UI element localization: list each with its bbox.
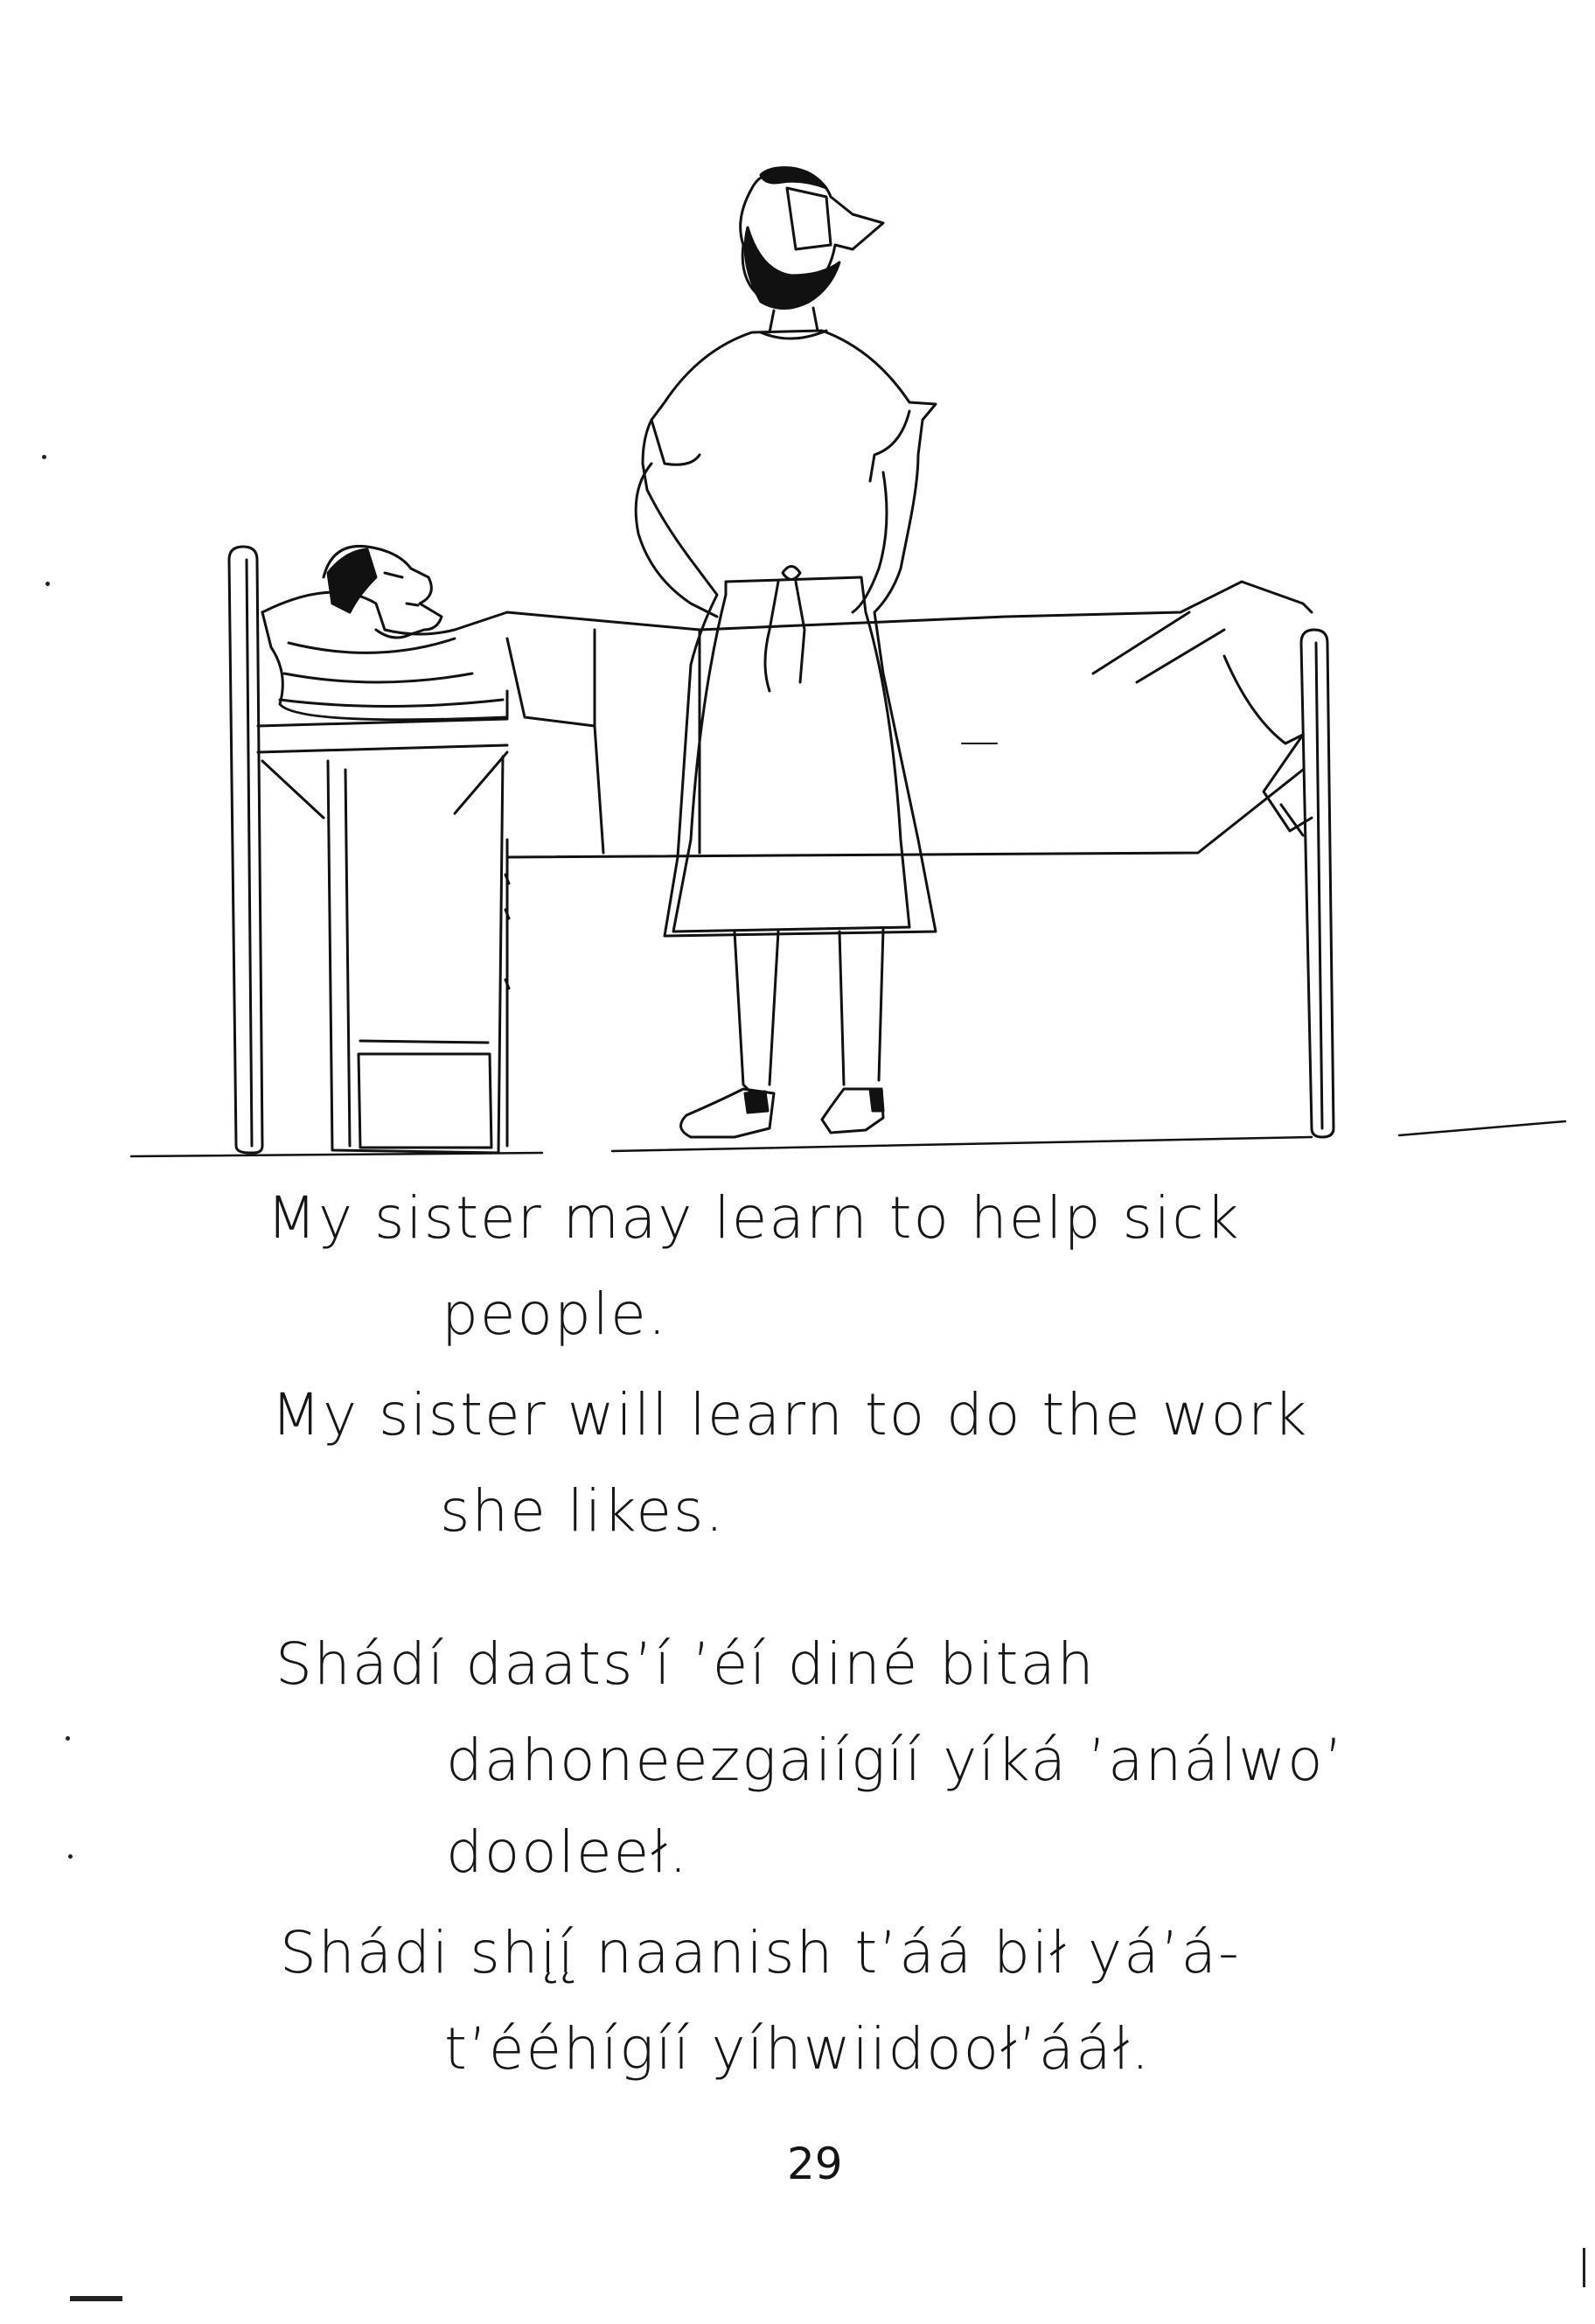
english-line-3: My sister will learn to do the work xyxy=(271,1381,1309,1448)
navajo-line-1: Shádí daats’í ’éí diné bitah xyxy=(275,1630,1096,1698)
nurse xyxy=(636,168,936,1137)
english-line-1: My sister may learn to help sick xyxy=(267,1184,1241,1252)
scan-speck xyxy=(66,1736,70,1741)
navajo-line-2: dahoneezgaiígíí yíká ’análwo’ xyxy=(446,1727,1345,1794)
english-line-4: she likes. xyxy=(440,1477,726,1545)
nightstand xyxy=(328,757,509,1153)
bed-frame xyxy=(258,719,1312,1146)
scan-edge-mark xyxy=(70,2296,122,2301)
scan-edge-mark xyxy=(1583,2248,1585,2287)
navajo-line-3: dooleeł. xyxy=(446,1818,689,1886)
bedding xyxy=(262,582,1312,853)
scan-speck xyxy=(68,1854,73,1859)
scan-speck xyxy=(42,455,46,459)
bed-headboard xyxy=(229,547,262,1153)
bed-footboard xyxy=(1301,630,1334,1137)
english-line-2: people. xyxy=(442,1281,668,1348)
navajo-line-5: t’ééhígíí yíhwiidooł’ááł. xyxy=(444,2015,1152,2083)
navajo-line-4: Shádi shįį́ naanish t’áá bił yá’á- xyxy=(280,1919,1241,1986)
scan-speck xyxy=(45,582,50,586)
page-number: 29 xyxy=(787,2139,843,2189)
